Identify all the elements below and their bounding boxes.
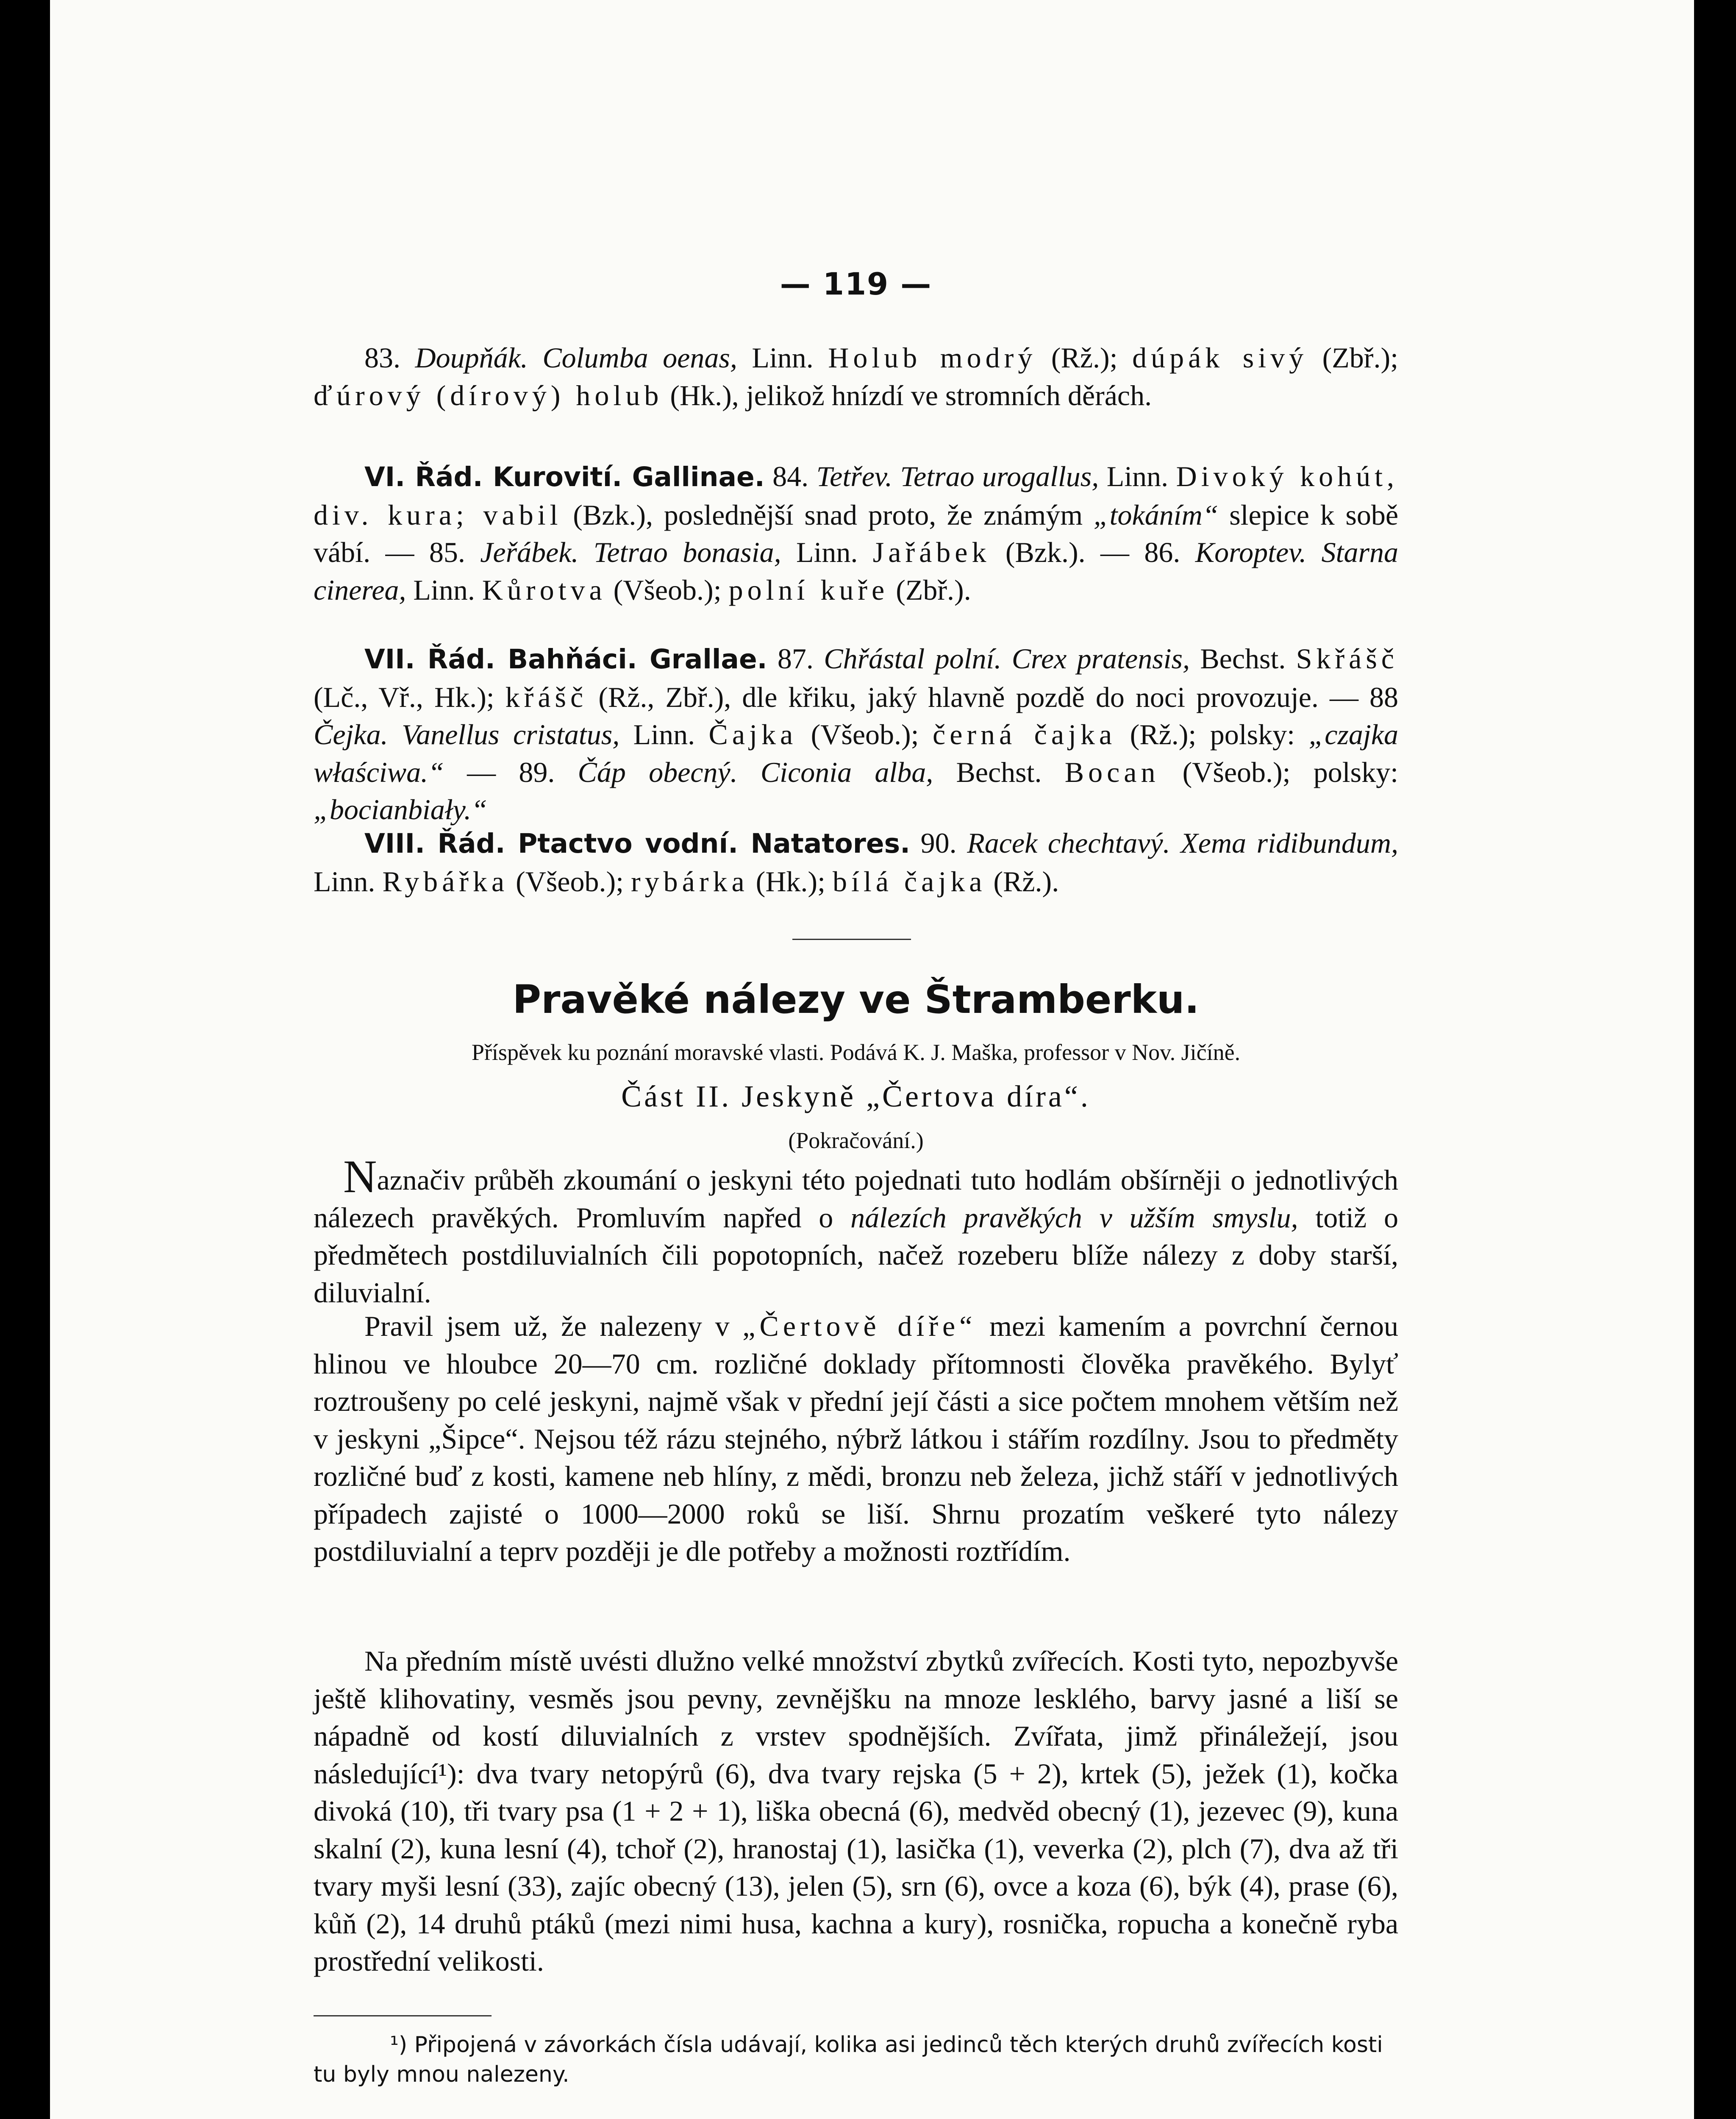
text-run: (Rž.); polsky:: [1116, 718, 1309, 751]
paragraph-83: [314, 339, 1398, 414]
continued-note: (Pokračování.): [788, 1128, 924, 1153]
text-run: (Bzk.). — 86.: [990, 536, 1195, 568]
text-run: (Bzk.), poslednější snad proto, že známým: [562, 498, 1094, 531]
emphasis: „tokáním“: [1093, 498, 1219, 531]
text-run: 84.: [764, 460, 817, 492]
scanned-page: [50, 0, 1694, 2119]
text-run: (Hk.), jelikož hnízdí ve stromních děrách.: [663, 379, 1152, 412]
local-name: Jařábek: [872, 536, 991, 568]
text-run: Pravil jsem už, že nalezeny v: [364, 1310, 743, 1342]
local-name: Čajka: [708, 718, 797, 751]
text-run: Linn.: [1099, 460, 1176, 492]
text-run: (Zbř.);: [1308, 342, 1398, 374]
section-6-paragraph: [314, 458, 1398, 609]
text-run: (Všeob.);: [606, 573, 729, 606]
local-name: Holub modrý: [828, 342, 1037, 374]
footnote: ¹) Připojená v závorkách čísla udávají, kolika asi jedinců těch kterých druhů zvířecích kosti tu byly mnou nalezeny.: [314, 2032, 1383, 2087]
local-name: Bocan: [1064, 756, 1160, 788]
section-heading: VII. Řád. Bahňáci. Grallae.: [364, 644, 767, 675]
polish-name: „czajka właściwa.“: [314, 718, 1398, 788]
species-name: Jeřábek. Tetrao bonasia,: [480, 536, 781, 568]
article-paragraph-2: [314, 1307, 1398, 1570]
emphasis: nálezích pravěkých v užším smyslu,: [850, 1201, 1298, 1234]
text-run: 90.: [910, 827, 967, 859]
text-run: (Rž., Zbř.), dle křiku, jaký hlavně pozdě do noci provozuje. — 88: [587, 681, 1398, 713]
text-run: Linn.: [314, 865, 383, 898]
article-paragraph-3: Na předním místě uvésti dlužno velké množství zbytků zvířecích. Kosti tyto, nepozbyvše ještě klihovatiny, vesměs jsou pevny, zevnějšku na mnoze lesklého, barvy jasné a liší se nápadně od kostí diluvialních z vrstev spodnějších. Zvířata, jimž přináležejí, jsou následující¹): dva tvary netopýrů (6), dva tvary rejska (5 + 2), krtek (5), ježek (1), kočka divoká (10), tři tvary psa (1 + 2 + 1), liška obecná (6), medvěd obecný (1), jezevec (9), kuna skalní (2), kuna lesní (4), tchoř (2), hranostaj (1), lasička (1), veverka (2), plch (7), dva až tři tvary myši lesní (33), zajíc obecný (13), jelen (5), srn (6), ovce a koza (6), býk (4), prase (6), kůň (2), 14 druhů ptáků (mezi nimi husa, kachna a kury), rosnička, ropucha a konečně ryba prostřední velikosti.: [314, 1645, 1398, 1977]
text-run: (Rž.);: [1036, 342, 1133, 374]
drop-cap: N: [343, 1151, 377, 1202]
text-run: (Všeob.);: [508, 865, 631, 898]
article-title: Pravěké nálezy ve Štramberku.: [512, 977, 1200, 1022]
article-byline: Příspěvek ku poznání moravské vlasti. Podává K. J. Maška, professor v Nov. Jičíně.: [471, 1040, 1241, 1065]
local-name: dúpák sivý: [1132, 342, 1308, 374]
text-run: Linn.: [406, 573, 482, 606]
local-name: Skřášč: [1296, 642, 1398, 675]
local-name: rybárka: [631, 865, 749, 898]
species-name: Chřástal polní. Crex pratensis,: [824, 642, 1190, 675]
section-divider: [792, 939, 911, 940]
local-name: Kůrotva: [482, 573, 606, 606]
article-paragraph-1: [314, 1151, 1399, 1311]
local-name: křášč: [505, 681, 588, 713]
local-name: polní kuře: [728, 573, 889, 606]
section-7-paragraph: [314, 640, 1398, 829]
species-name: Tetřev. Tetrao urogallus,: [816, 460, 1099, 492]
page-number: — 119 —: [780, 266, 932, 302]
text-run: aznačiv průběh zkoumání o jeskyni této pojednati tuto hodlám obšírněji o jednotlivých nálezech pravěkých. Promluvím napřed o: [314, 1164, 1398, 1234]
text-run: 83.: [364, 342, 415, 374]
text-run: Linn.: [737, 342, 828, 374]
article-part-heading: Část II. Jeskyně „Čertova díra“.: [621, 1079, 1091, 1113]
section-8-paragraph: [314, 824, 1398, 900]
species-name: Doupňák. Columba oenas,: [415, 342, 737, 374]
text-run: (Rž.).: [986, 865, 1059, 898]
text-run: 87.: [767, 642, 824, 675]
local-name: bílá čajka: [832, 865, 986, 898]
polish-name: „bocianbiały.“: [314, 793, 487, 826]
text-run: Bechst.: [933, 756, 1065, 788]
text-run: (Zbř.).: [889, 573, 971, 606]
species-name: Čáp obecný. Ciconia alba,: [578, 756, 933, 788]
species-name: Koroptev. Starna cinerea,: [314, 536, 1399, 606]
text-run: (Lč., Vř., Hk.);: [314, 681, 506, 713]
local-name: Divoký kohút, div. kura; vabil: [314, 460, 1398, 531]
text-run: slepice k sobě vábí. — 85.: [314, 498, 1398, 568]
species-name: Čejka. Vanellus cristatus,: [314, 718, 620, 751]
text-run: Linn.: [781, 536, 873, 568]
section-heading: VI. Řád. Kurovití. Gallinae.: [364, 462, 765, 492]
text-run: Bechst.: [1190, 642, 1296, 675]
local-name: ďúrový (dírový) holub: [314, 379, 663, 412]
local-name: černá čajka: [933, 718, 1117, 751]
footnote-rule: [314, 2015, 492, 2016]
species-name: Racek chechtavý. Xema ridibundum,: [967, 827, 1398, 859]
text-run: — 89.: [444, 756, 578, 788]
text-run: totiž o předmětech postdiluvialních čili popotopních, načež rozeberu blíže nálezy z doby starší, diluvialní.: [314, 1201, 1399, 1309]
local-name: Rybářka: [382, 865, 509, 898]
text-run: (Všeob.); polsky:: [1159, 756, 1399, 788]
section-heading: VIII. Řád. Ptactvo vodní. Natatores.: [364, 828, 911, 859]
text-run: (Hk.);: [748, 865, 833, 898]
text-run: Linn.: [619, 718, 709, 751]
cave-name: „Čertově díře“: [742, 1310, 977, 1342]
text-run: mezi kamením a povrchní černou hlinou ve hloubce 20—70 cm. rozličné doklady přítomnosti člověka pravěkého. Bylyť roztroušeny po celé jeskyni, najmě však v přední její části a sice počtem mnohem větším než v jeskyni „Šipce“. Nejsou též rázu stejného, nýbrž látkou i stářím rozdílny. Jsou to předměty rozličné buď z kosti, kamene neb hlíny, z mědi, bronzu neb železa, jichž stáří v jednotlivých případech zajisté o 1000—2000 roků se liší. Shrnu prozatím veškeré tyto nálezy postdiluvialní a teprv později je dle potřeby a možnosti roztřídím.: [314, 1310, 1398, 1567]
text-run: (Všeob.);: [797, 718, 933, 751]
